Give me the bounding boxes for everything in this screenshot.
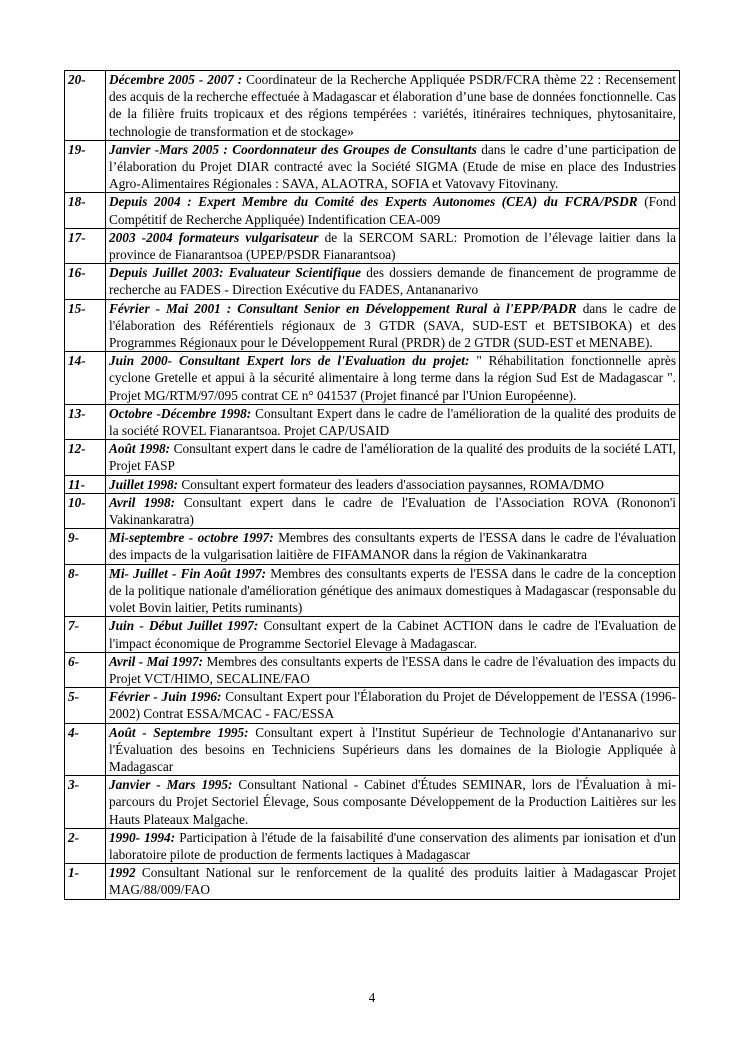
entry-description — [106, 723, 680, 776]
entry-number: 12- — [65, 440, 106, 475]
entry-number: 19- — [65, 140, 106, 193]
entry-description — [106, 140, 680, 193]
entry-text: Consultant expert dans le cadre de l'Evaluation de l'Association ROVA (Rononon'i Vakinankaratra) — [109, 494, 676, 528]
entry-period: Mi-septembre - octobre 1997: — [109, 530, 274, 546]
entry-period: Juillet 1998: — [109, 476, 179, 492]
entry-period: Décembre 2005 - 2007 : — [109, 72, 243, 87]
entry-text: des dossiers demande de financement de programme de recherche au FADES - Direction Exécutive du FADES, Antananarivo — [109, 265, 676, 298]
experience-table — [64, 70, 680, 900]
entry-period: Février - Juin 1996: — [109, 689, 222, 705]
entry-number: 10- — [65, 493, 106, 528]
experience-row — [65, 228, 680, 263]
entry-number: 3- — [65, 776, 106, 829]
entry-period: Janvier -Mars 2005 : Coordonnateur des Groupes de Consultants — [109, 141, 477, 157]
entry-number: 6- — [65, 652, 106, 687]
experience-row — [65, 529, 680, 564]
entry-text: Membres des consultants experts de l'ESSA dans le cadre de l'évaluation des impacts du Projet VCT/HIMO, SECALINE/FAO — [109, 653, 677, 686]
entry-number: 17- — [65, 228, 106, 263]
entry-description — [106, 71, 680, 141]
entry-text: Consultant Expert pour l'Élaboration du Projet de Développement de l'ESSA (1996- 2002) Contrat ESSA/MCAC - FAC/ESSA — [109, 689, 676, 722]
entry-description — [106, 688, 680, 723]
entry-text: Consultant Expert dans le cadre de l'amélioration de la qualité des produits de la société ROVEL Fianarantsoa. Projet CAP/USAID — [109, 405, 676, 439]
experience-row — [65, 71, 680, 141]
entry-text: Membres des consultants experts de l'ESSA dans le cadre de la conception de la politique nationale d'amélioration génétique des animaux domestiques à Madagascar (responsable du volet Bovin laitier, Petits ruminants) — [109, 565, 676, 616]
entry-period: Juin - Début Juillet 1997: — [109, 618, 259, 634]
entry-text: Membres des consultants experts de l'ESSA dans le cadre de l'évaluation des impacts de la vulgarisation laitière de FIFAMANOR dans la région de Vakinankaratra — [109, 530, 677, 563]
entry-text: Consultant National - Cabinet d'Études SEMINAR, lors de l'Évaluation à mi-parcours du Projet Sectoriel Élevage, Sous composante Développement de la Production Laitières sur les Hauts Plateaux Malgache. — [109, 777, 676, 827]
entry-period: Août 1998: — [109, 441, 171, 457]
experience-row — [65, 864, 680, 899]
entry-description — [106, 529, 680, 564]
entry-description — [106, 564, 680, 617]
experience-row — [65, 776, 680, 829]
entry-number: 20- — [65, 71, 106, 141]
entry-text: dans le cadre de l'élaboration des Référentiels régionaux de 3 GTDR (SAVA, SUD-EST et BETSIBOKA) et des Programmes Régionaux pour le Développement Rural (PRDR) de 2 GTDR (SUD-EST et MENABE). — [109, 300, 676, 351]
entry-description — [106, 617, 680, 652]
entry-number: 5- — [65, 688, 106, 723]
entry-description — [106, 352, 680, 405]
entry-period: Octobre -Décembre 1998: — [109, 405, 252, 421]
entry-text: Coordinateur de la Recherche Appliquée PSDR/FCRA thème 22 : Recensement des acquis de la recherche effectuée à Madagascar et élaboration d’une base de données fonctionnelle. Cas de la filière fruits tropicaux et des régions tempérées : variétés, itinéraires techniques, phytosanitaire, technologie de transformation et de stockage» — [109, 72, 677, 139]
entry-description — [106, 299, 680, 352]
entry-period: Mi- Juillet - Fin Août 1997: — [109, 565, 267, 581]
entry-description — [106, 475, 680, 493]
entry-period: Depuis 2004 : Expert Membre du Comité des Experts Autonomes (CEA) du FCRA/PSDR — [109, 194, 638, 210]
entry-description — [106, 228, 680, 263]
experience-row — [65, 352, 680, 405]
entry-number: 4- — [65, 723, 106, 776]
experience-row — [65, 404, 680, 439]
entry-text: Consultant expert formateur des leaders d'association paysannes, ROMA/DMO — [181, 476, 605, 492]
entry-text: Participation à l'étude de la faisabilité d'une conservation des aliments par ionisation et d'un laboratoire pilote de production de ferments lactiques à Madagascar — [109, 829, 677, 862]
experience-table-body — [65, 71, 680, 900]
entry-period: Janvier - Mars 1995: — [109, 777, 233, 793]
entry-number: 13- — [65, 404, 106, 439]
experience-row — [65, 493, 680, 528]
entry-number: 2- — [65, 828, 106, 863]
entry-period: Février - Mai 2001 : Consultant Senior en Développement Rural à l'EPP/PADR — [109, 300, 577, 316]
entry-description — [106, 440, 680, 475]
experience-row — [65, 440, 680, 475]
entry-text: Consultant expert dans le cadre de l'amélioration de la qualité des produits de la société LATI, Projet FASP — [109, 441, 676, 474]
entry-description — [106, 864, 680, 899]
entry-number: 11- — [65, 475, 106, 493]
entry-description — [106, 264, 680, 299]
entry-number: 14- — [65, 352, 106, 405]
entry-period: 1992 — [109, 865, 136, 881]
entry-number: 7- — [65, 617, 106, 652]
experience-row — [65, 723, 680, 776]
entry-number: 9- — [65, 529, 106, 564]
entry-period: Depuis Juillet 2003: Evaluateur Scientifique — [109, 265, 362, 281]
experience-row — [65, 652, 680, 687]
experience-row — [65, 140, 680, 193]
entry-description — [106, 493, 680, 528]
entry-period: 2003 -2004 formateurs vulgarisateur — [109, 229, 319, 245]
entry-number: 8- — [65, 564, 106, 617]
entry-text: Consultant expert de la Cabinet ACTION dans le cadre de l'Evaluation de l'impact économique de Programme Sectoriel Elevage à Madagascar. — [109, 618, 676, 651]
entry-period: Avril 1998: — [109, 494, 176, 510]
entry-description — [106, 776, 680, 829]
entry-number: 15- — [65, 299, 106, 352]
entry-text: Consultant expert à l'Institut Supérieur de Technologie d'Antananarivo sur l'Évaluation des besoins en Techniciens Supérieurs dans les domaines de la Biologie Appliquée à Madagascar — [109, 724, 677, 774]
entry-number: 18- — [65, 193, 106, 228]
entry-description — [106, 193, 680, 228]
experience-row — [65, 475, 680, 493]
experience-row — [65, 617, 680, 652]
experience-row — [65, 564, 680, 617]
entry-text: de la SERCOM SARL: Promotion de l’élevage laitier dans la province de Fianarantsoa (UPEP/PSDR Fianarantsoa) — [109, 229, 676, 263]
entry-period: Avril - Mai 1997: — [109, 653, 204, 669]
entry-text: (Fond Compétitif de Recherche Appliquée) Indentification CEA-009 — [109, 194, 676, 227]
entry-description — [106, 404, 680, 439]
entry-period: Août - Septembre 1995: — [109, 724, 249, 740]
experience-row — [65, 688, 680, 723]
entry-text: Consultant National sur le renforcement de la qualité des produits laitier à Madagascar Projet MAG/88/009/FAO — [109, 865, 677, 898]
page-number: 4 — [368, 990, 376, 1005]
entry-number: 16- — [65, 264, 106, 299]
entry-period: Juin 2000- Consultant Expert lors de l'Evaluation du projet: — [109, 353, 470, 369]
entry-description — [106, 828, 680, 863]
experience-row — [65, 264, 680, 299]
entry-text: dans le cadre d’une participation de l’élaboration du Projet DIAR contracté avec la Société SIGMA (Etude de mise en place des Industries Agro-Alimentaires Régionales : SAVA, ALAOTRA, SOFIA et Vatovavy Fitovinany. — [109, 141, 677, 192]
experience-row — [65, 828, 680, 863]
entry-number: 1- — [65, 864, 106, 899]
entry-text: " Réhabilitation fonctionnelle après cyclone Gretelle et appui à la sécurité alimentaire à long terme dans la région Sud Est de Madagascar ". Projet MG/RTM/97/095 contrat CE n° 041537 (Projet financé par l'Union Européenne). — [109, 353, 676, 403]
entry-description — [106, 652, 680, 687]
entry-period: 1990- 1994: — [109, 829, 176, 845]
experience-row — [65, 299, 680, 352]
experience-row — [65, 193, 680, 228]
